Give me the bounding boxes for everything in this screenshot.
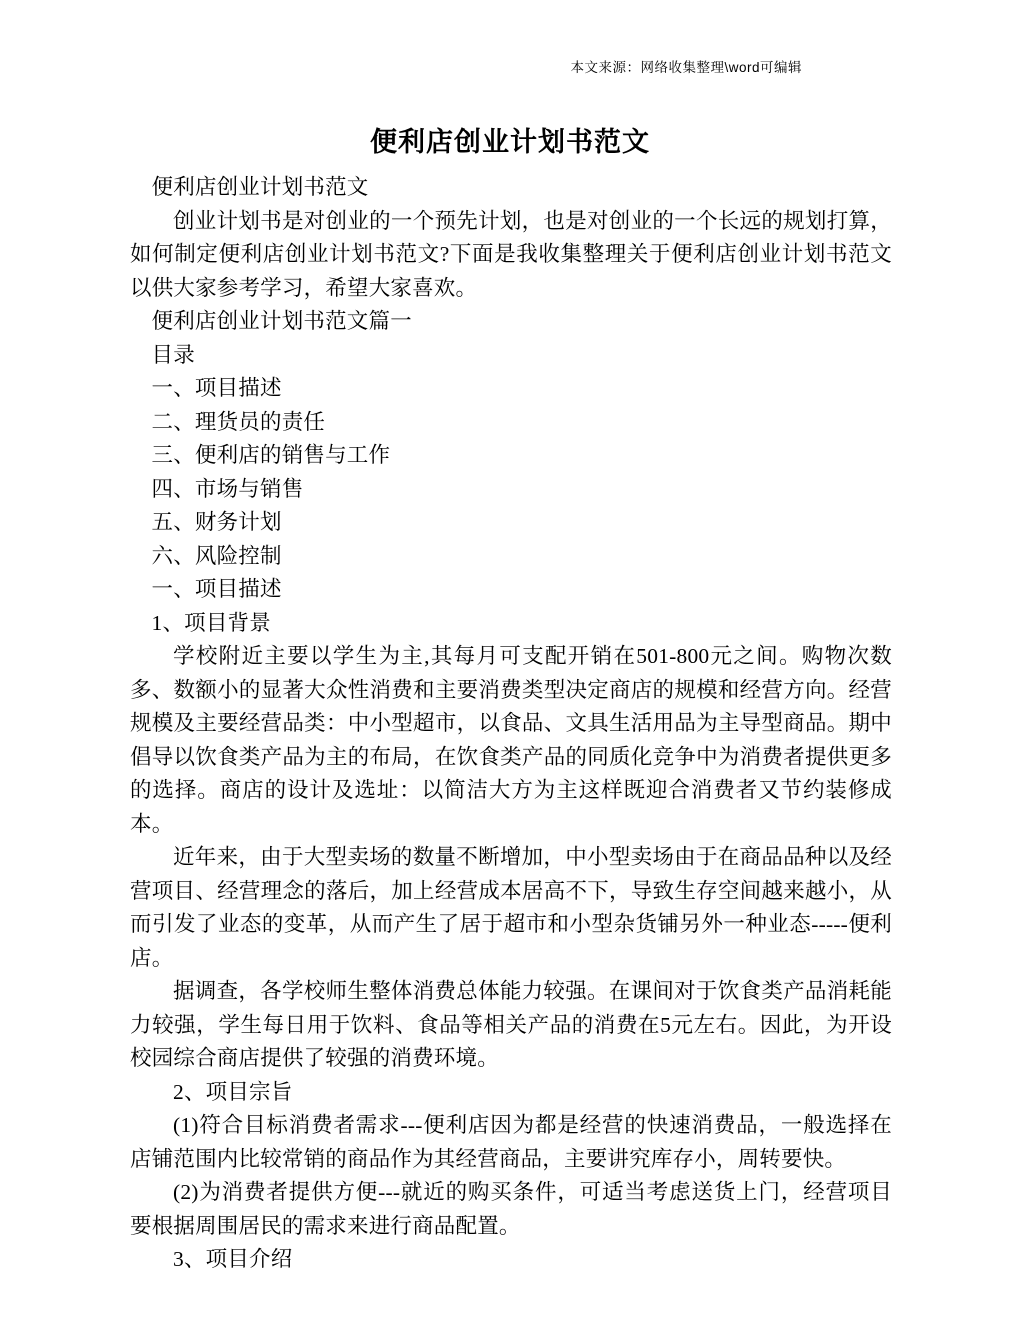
subsection-heading: 1、项目背景 bbox=[151, 610, 271, 635]
paragraph: 近年来，由于大型卖场的数量不断增加，中小型卖场由于在商品品种以及经营项目、经营理念的落后，加上经营成本居高不下，导致生存空间越来越小，从而引发了业态的变革，从而产生了居于超市和小型杂货铺另外一种业态-----便利店。 bbox=[130, 845, 892, 970]
paragraph: (1)符合目标消费者需求---便利店因为都是经营的快速消费品，一般选择在店铺范围内比较常销的商品作为其经营商品，主要讲究库存小，周转要快。 bbox=[130, 1113, 892, 1171]
paragraph: 目录 bbox=[151, 342, 195, 367]
paragraph: 便利店创业计划书范文 bbox=[151, 175, 369, 199]
toc-item: 四、市场与销售 bbox=[151, 476, 304, 501]
section-heading: 一、项目描述 bbox=[151, 577, 282, 601]
paragraph: 创业计划书是对创业的一个预先计划，也是对创业的一个长远的规划打算，如何制定便利店创业计划书范文?下面是我收集整理关于便利店创业计划书范文以供大家参考学习，希望大家喜欢。 bbox=[130, 208, 892, 300]
paragraph: 便利店创业计划书范文篇一 bbox=[151, 309, 412, 333]
subsection-heading: 3、项目介绍 bbox=[173, 1247, 293, 1271]
subsection-heading: 2、项目宗旨 bbox=[173, 1079, 293, 1104]
document-body bbox=[0, 165, 1020, 1277]
toc-item: 一、项目描述 bbox=[151, 376, 282, 400]
paragraph: 学校附近主要以学生为主,其每月可支配开销在501-800元之间。购物次数多、数额小的显著大众性消费和主要消费类型决定商店的规模和经营方向。经营规模及主要经营品类：中小型超市，以食品、文具生活用品为主导型商品。期中倡导以饮食类产品为主的布局，在饮食类产品的同质化竞争中为消费者提供更多的选择。商店的设计及选址：以简洁大方为主这样既迎合消费者又节约装修成本。 bbox=[130, 644, 892, 836]
page-title: 便利店创业计划书范文 bbox=[370, 127, 650, 157]
toc-item: 二、理货员的责任 bbox=[151, 409, 326, 434]
toc-item: 五、财务计划 bbox=[151, 510, 282, 534]
paragraph: 据调查，各学校师生整体消费总体能力较强。在课间对于饮食类产品消耗能力较强，学生每日用于饮料、食品等相关产品的消费在5元左右。因此，为开设校园综合商店提供了较强的消费环境。 bbox=[130, 979, 892, 1070]
toc-item: 六、风险控制 bbox=[151, 543, 282, 568]
source-note: 本文来源：网络收集整理\word可编辑 bbox=[570, 60, 802, 75]
paragraph: (2)为消费者提供方便---就近的购买条件，可适当考虑送货上门，经营项目要根据周围居民的需求来进行商品配置。 bbox=[130, 1180, 892, 1238]
toc-item: 三、便利店的销售与工作 bbox=[151, 443, 391, 467]
